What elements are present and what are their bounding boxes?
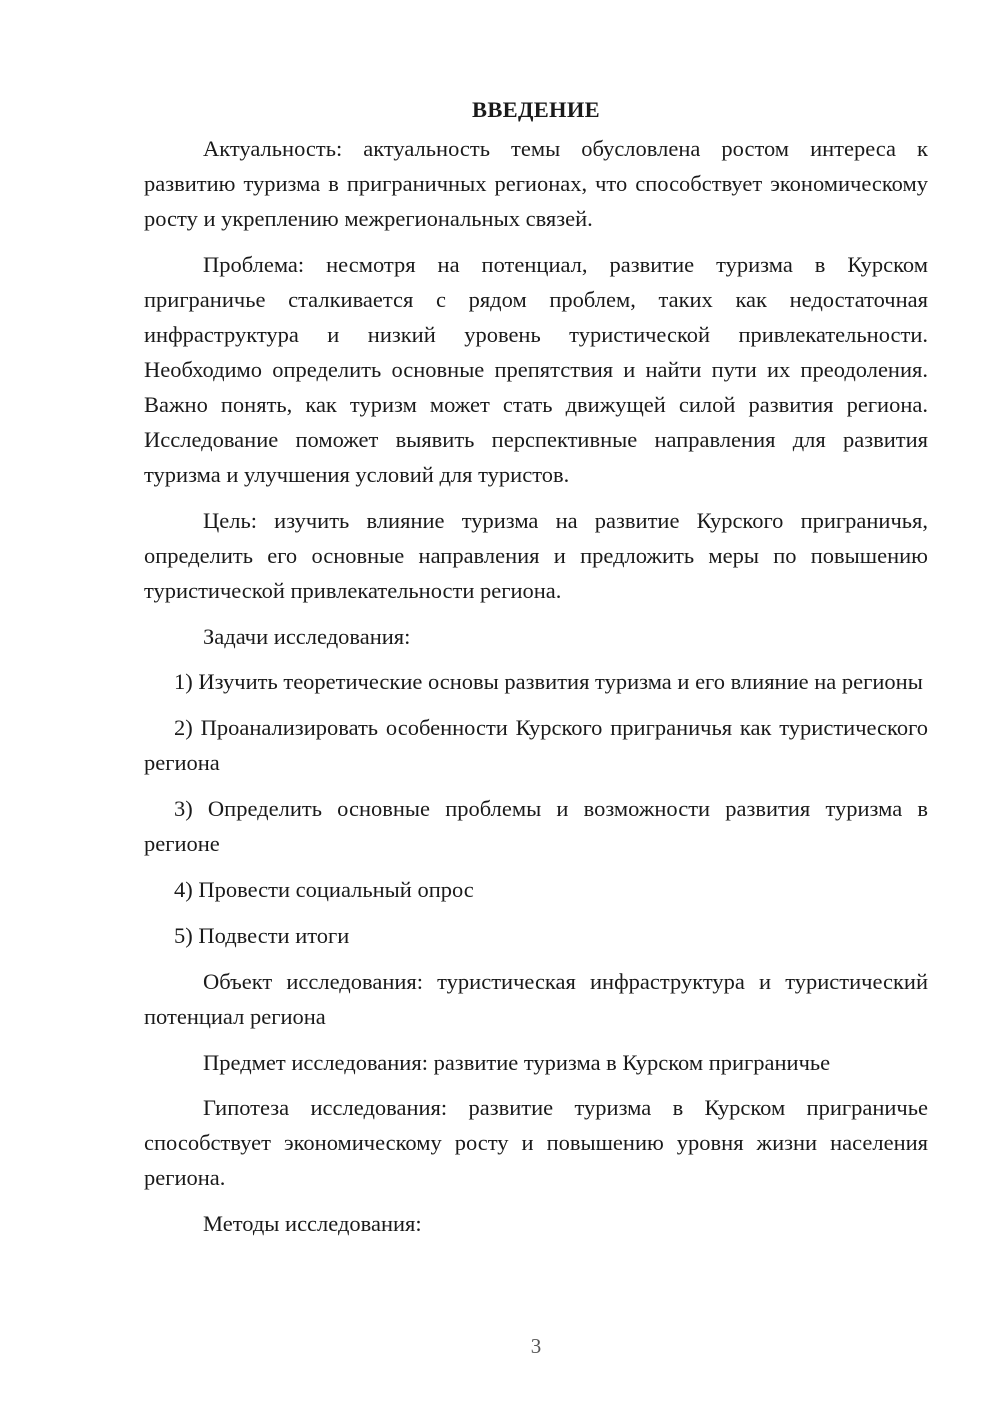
paragraph-relevance: Актуальность: актуальность темы обусловлена ростом интереса к развитию туризма в приграничных регионах, что способствует экономическому росту и укреплению межрегиональных связей.	[144, 136, 928, 231]
page-number: 3	[530, 1334, 542, 1358]
section-heading: ВВЕДЕНИЕ	[472, 97, 600, 122]
task-item-3: 3) Определить основные проблемы и возможности развития туризма в регионе	[144, 796, 928, 856]
task-item-4: 4) Провести социальный опрос	[174, 877, 474, 902]
paragraph-problem: Проблема: несмотря на потенциал, развитие туризма в Курском приграничье сталкивается с рядом проблем, таких как недостаточная инфраструктура и низкий уровень туристической привлекательности. Необходимо определить основные препятствия и найти пути их преодоления. Важно понять, как туризм может стать движущей силой развития региона. Исследование поможет выявить перспективные направления для развития туризма и улучшения условий для туристов.	[144, 252, 928, 487]
paragraph-subject: Предмет исследования: развитие туризма в Курском приграничье	[203, 1050, 831, 1075]
paragraph-hypothesis: Гипотеза исследования: развитие туризма в Курском приграничье способствует экономическому росту и повышению уровня жизни населения региона.	[144, 1095, 928, 1190]
page-content	[144, 92, 928, 1251]
task-item-5: 5) Подвести итоги	[174, 923, 350, 948]
paragraph-goal: Цель: изучить влияние туризма на развитие Курского приграничья, определить его основные направления и предложить меры по повышению туристической привлекательности региона.	[144, 508, 928, 603]
task-item-1: 1) Изучить теоретические основы развития туризма и его влияние на регионы	[174, 669, 923, 694]
paragraph-object: Объект исследования: туристическая инфраструктура и туристический потенциал региона	[144, 969, 928, 1029]
tasks-title: Задачи исследования:	[203, 624, 411, 649]
methods-title: Методы исследования:	[203, 1211, 422, 1236]
task-item-2: 2) Проанализировать особенности Курского приграничья как туристического региона	[144, 715, 928, 775]
